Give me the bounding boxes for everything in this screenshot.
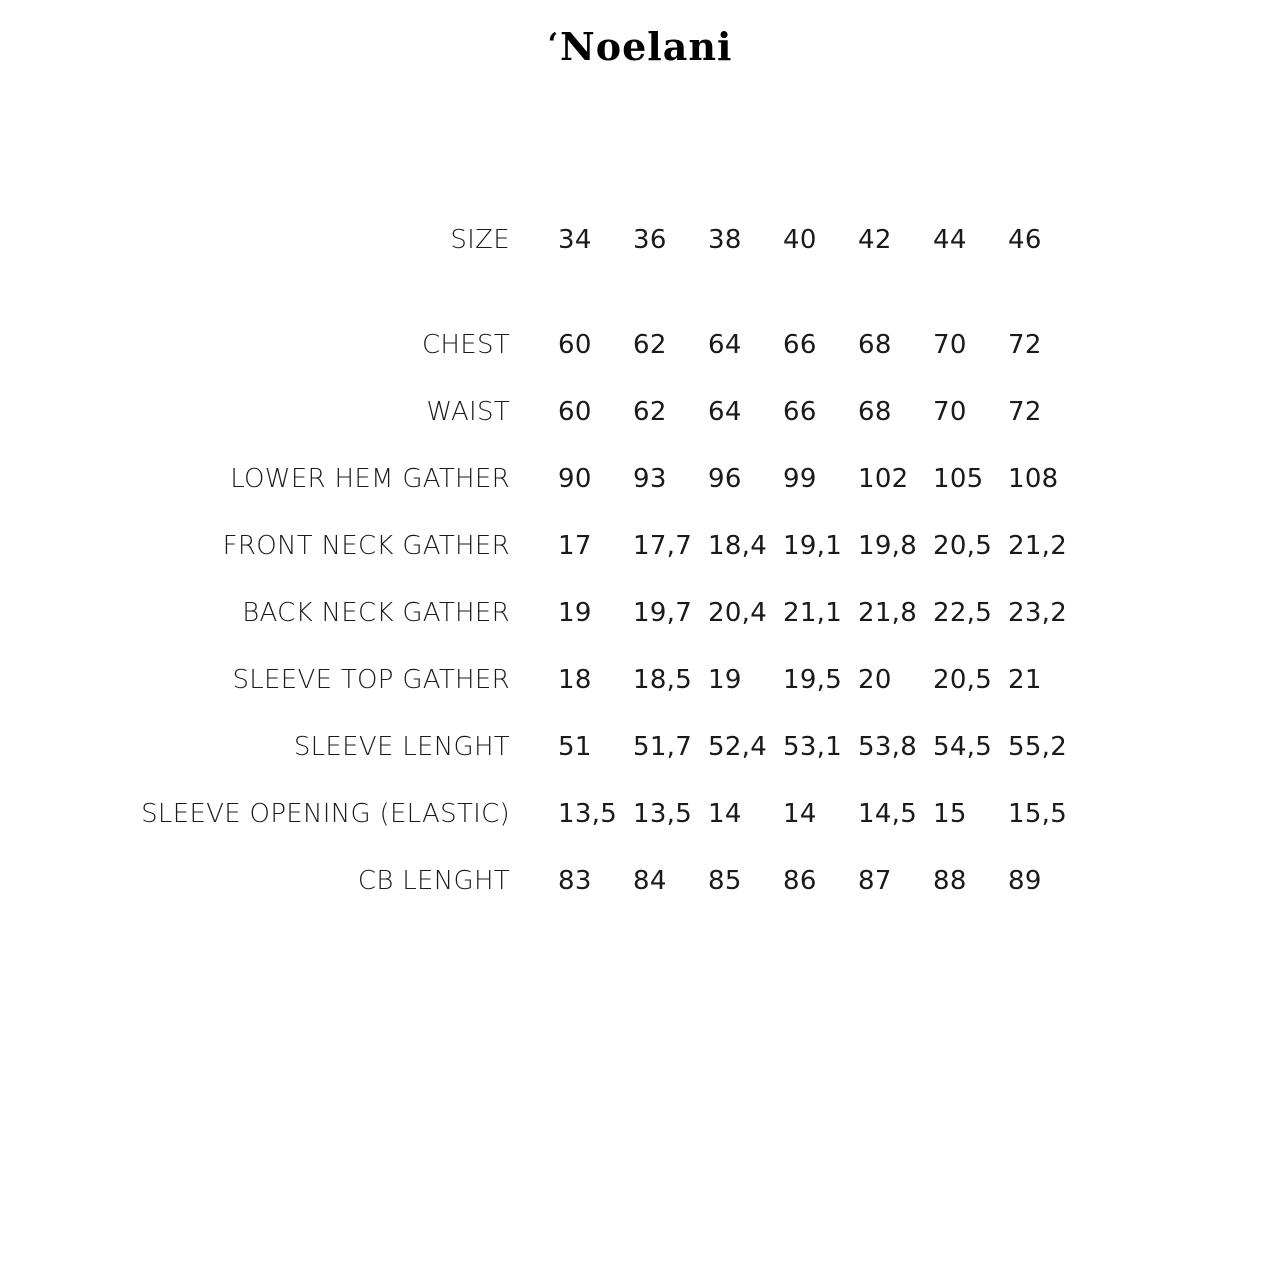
- measurement-row-label: LOWER HEM GATHER: [230, 464, 510, 494]
- size-header-row-cell: 34: [558, 225, 592, 255]
- measurement-row-cell: 21,8: [858, 598, 918, 628]
- measurement-row-cell: 53,8: [858, 732, 918, 762]
- measurement-row: [0, 732, 1280, 772]
- measurement-row-cell: 14,5: [858, 799, 918, 829]
- measurement-row: [0, 799, 1280, 839]
- measurement-row-cell: 20,5: [933, 531, 993, 561]
- measurement-row: [0, 665, 1280, 705]
- measurement-row-cell: 23,2: [1008, 598, 1068, 628]
- measurement-row-label: FRONT NECK GATHER: [222, 531, 510, 561]
- measurement-row-cell: 19,1: [783, 531, 843, 561]
- measurement-row-cell: 20,5: [933, 665, 993, 695]
- logo-text: Noelani: [560, 24, 733, 69]
- size-header-row-cell: 42: [858, 225, 892, 255]
- measurement-row-cell: 68: [858, 397, 892, 427]
- measurement-row-cell: 18,5: [633, 665, 693, 695]
- measurement-row-cell: 96: [708, 464, 742, 494]
- measurement-row-cell: 15: [933, 799, 967, 829]
- measurement-row-cell: 72: [1008, 397, 1042, 427]
- measurement-row-cell: 89: [1008, 866, 1042, 896]
- measurement-row-cell: 52,4: [708, 732, 768, 762]
- measurement-row: [0, 531, 1280, 571]
- measurement-row-cell: 21,2: [1008, 531, 1068, 561]
- measurement-row-cell: 66: [783, 330, 817, 360]
- size-header-row: [0, 225, 1280, 265]
- size-header-row-cell: 36: [633, 225, 667, 255]
- measurement-row-cell: 17: [558, 531, 592, 561]
- measurement-row-cell: 19: [708, 665, 742, 695]
- size-header-row-cell: 46: [1008, 225, 1042, 255]
- measurement-row-cell: 19,8: [858, 531, 918, 561]
- measurement-row-label: CHEST: [421, 330, 510, 360]
- measurement-row-cell: 54,5: [933, 732, 993, 762]
- measurement-row-cell: 14: [708, 799, 742, 829]
- measurement-row-cell: 19,5: [783, 665, 843, 695]
- measurement-row-cell: 21,1: [783, 598, 843, 628]
- measurement-row-cell: 108: [1008, 464, 1059, 494]
- measurement-row-cell: 55,2: [1008, 732, 1068, 762]
- measurement-row-cell: 64: [708, 397, 742, 427]
- logo-apostrophe: ‘: [547, 27, 560, 62]
- measurement-row: [0, 464, 1280, 504]
- measurement-row-cell: 70: [933, 397, 967, 427]
- measurement-row-cell: 19,7: [633, 598, 693, 628]
- size-header-row-cell: 40: [783, 225, 817, 255]
- measurement-row: [0, 330, 1280, 370]
- measurement-row-cell: 53,1: [783, 732, 843, 762]
- measurement-row-cell: 19: [558, 598, 592, 628]
- measurement-row-cell: 13,5: [558, 799, 618, 829]
- measurement-row-cell: 102: [858, 464, 909, 494]
- measurement-row-cell: 93: [633, 464, 667, 494]
- measurement-row-cell: 62: [633, 397, 667, 427]
- measurement-row-cell: 70: [933, 330, 967, 360]
- measurement-row-cell: 51: [558, 732, 592, 762]
- measurement-row-label: CB LENGHT: [357, 866, 510, 896]
- size-header-row-cell: 38: [708, 225, 742, 255]
- measurement-row-label: SLEEVE LENGHT: [293, 732, 510, 762]
- size-header-row-label: SIZE: [450, 225, 510, 255]
- measurement-row-label: SLEEVE OPENING (ELASTIC): [141, 799, 510, 829]
- measurement-row-cell: 17,7: [633, 531, 693, 561]
- measurement-row: [0, 866, 1280, 906]
- measurement-row-cell: 62: [633, 330, 667, 360]
- measurement-row-cell: 87: [858, 866, 892, 896]
- measurement-row-cell: 21: [1008, 665, 1042, 695]
- measurement-row-cell: 14: [783, 799, 817, 829]
- measurement-row-cell: 86: [783, 866, 817, 896]
- size-header-row-cell: 44: [933, 225, 967, 255]
- measurement-row-cell: 64: [708, 330, 742, 360]
- measurement-row: [0, 598, 1280, 638]
- measurement-row-cell: 60: [558, 330, 592, 360]
- measurement-row: [0, 397, 1280, 437]
- measurement-row-cell: 72: [1008, 330, 1042, 360]
- measurement-row-cell: 88: [933, 866, 967, 896]
- measurement-row-cell: 99: [783, 464, 817, 494]
- measurement-row-cell: 20,4: [708, 598, 768, 628]
- measurement-row-cell: 105: [933, 464, 984, 494]
- measurement-row-cell: 60: [558, 397, 592, 427]
- measurement-row-cell: 83: [558, 866, 592, 896]
- measurement-row-cell: 66: [783, 397, 817, 427]
- measurement-row-cell: 84: [633, 866, 667, 896]
- measurement-row-cell: 68: [858, 330, 892, 360]
- measurement-row-label: SLEEVE TOP GATHER: [232, 665, 510, 695]
- measurement-row-label: BACK NECK GATHER: [242, 598, 510, 628]
- measurement-row-cell: 13,5: [633, 799, 693, 829]
- measurement-row-cell: 20: [858, 665, 892, 695]
- measurement-row-cell: 22,5: [933, 598, 993, 628]
- measurement-row-cell: 18: [558, 665, 592, 695]
- measurement-row-cell: 90: [558, 464, 592, 494]
- measurement-row-cell: 51,7: [633, 732, 693, 762]
- measurement-row-cell: 18,4: [708, 531, 768, 561]
- measurement-row-label: WAIST: [426, 397, 510, 427]
- measurement-row-cell: 85: [708, 866, 742, 896]
- measurement-row-cell: 15,5: [1008, 799, 1068, 829]
